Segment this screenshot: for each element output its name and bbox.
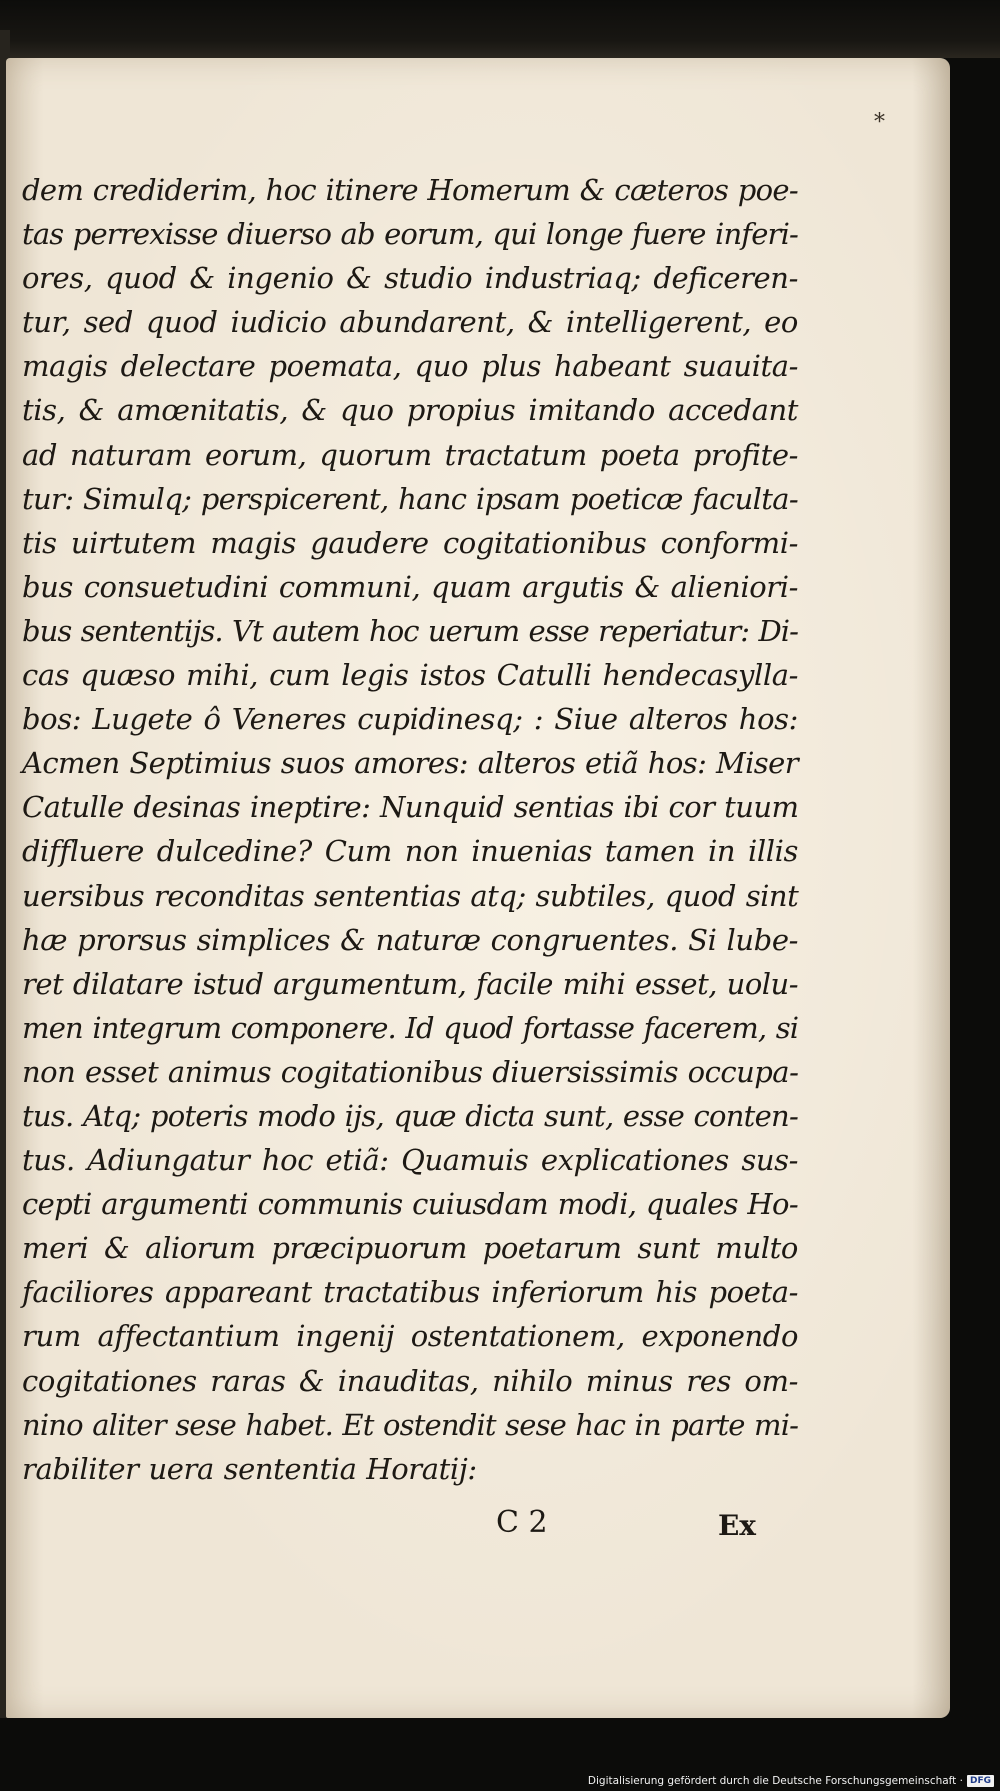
text-line: nino aliter sese habet. Et ostendit sese hac in parte mi- xyxy=(22,1407,799,1442)
text-line: bus consuetudini communi, quam argutis & alieniori- xyxy=(22,569,798,604)
credit-text: Digitalisierung gefördert durch die Deutsche Forschungsgemeinschaft · xyxy=(587,1775,963,1787)
text-line: tis uirtutem magis gaudere cogitationibus conformi- xyxy=(22,525,798,560)
text-line: cepti argumenti communis cuiusdam modi, quales Ho- xyxy=(22,1187,798,1222)
text-line: bos: Lugete ô Veneres cupidinesq; : Siue alteros hos: xyxy=(22,702,798,737)
text-line: rum affectantium ingenij ostentationem, exponendo xyxy=(22,1319,798,1354)
scan-top-border xyxy=(0,0,1000,58)
text-line: meri & aliorum præcipuorum poetarum sunt multo xyxy=(22,1231,798,1266)
text-line: diffluere dulcedine? Cum non inuenias tamen in illis xyxy=(22,834,798,869)
text-line: Catulle desinas ineptire: Nunquid sentias ibi cor tuum xyxy=(22,790,799,825)
text-line: magis delectare poemata, quo plus habeant suauita- xyxy=(22,349,798,384)
text-line: cogitationes raras & inauditas, nihilo minus res om- xyxy=(22,1363,798,1398)
text-line: dem crediderim, hoc itinere Homerum & cæteros poe- xyxy=(22,173,798,207)
text-line: tur, sed quod iudicio abundarent, & intelligerent, eo xyxy=(22,305,798,340)
text-line: uersibus reconditas sententias atq; subtiles, quod sint xyxy=(22,878,799,913)
text-line: tus. Atq; poteris modo ijs, quæ dicta sunt, esse conten- xyxy=(22,1098,799,1133)
text-line: tus. Adiungatur hoc etiã: Quamuis explicationes sus- xyxy=(22,1143,798,1178)
corner-mark: * xyxy=(874,110,885,135)
text-line: ret dilatare istud argumentum, facile mihi esset, uolu- xyxy=(22,966,798,1001)
text-line: faciliores appareant tractatibus inferiorum his poeta- xyxy=(22,1275,798,1310)
text-line: non esset animus cogitationibus diuersissimis occupa- xyxy=(22,1054,799,1089)
scan-bottom-border xyxy=(0,1718,1000,1791)
text-line: ores, quod & ingenio & studio industriaq; deficeren- xyxy=(22,261,798,296)
digitization-credit xyxy=(588,1775,994,1787)
signature-mark: C 2 xyxy=(496,1505,548,1540)
text-line: cas quæso mihi, cum legis istos Catulli hendecasylla- xyxy=(22,658,798,693)
text-line: men integrum componere. Id quod fortasse facerem, si xyxy=(22,1010,799,1045)
catchword: Ex xyxy=(717,1509,756,1542)
page-text-block xyxy=(22,168,798,1491)
dfg-logo: DFG xyxy=(967,1775,994,1787)
text-line: ad naturam eorum, quorum tractatum poeta profite- xyxy=(22,437,798,472)
page-footer-line xyxy=(496,1505,756,1549)
text-line: tis, & amœnitatis, & quo propius imitando accedant xyxy=(22,393,798,428)
text-line: tur: Simulq; perspicerent, hanc ipsam poeticæ faculta- xyxy=(22,481,798,516)
text-line: bus sententijs. Vt autem hoc uerum esse reperiatur: Di- xyxy=(22,613,798,648)
text-line: rabiliter uera sententia Horatij: xyxy=(22,1451,477,1486)
text-line: Acmen Septimius suos amores: alteros etiã hos: Miser xyxy=(22,746,798,781)
text-line: tas perrexisse diuerso ab eorum, qui longe fuere inferi- xyxy=(22,217,798,252)
text-line: hæ prorsus simplices & naturæ congruentes. Si lube- xyxy=(22,922,798,957)
